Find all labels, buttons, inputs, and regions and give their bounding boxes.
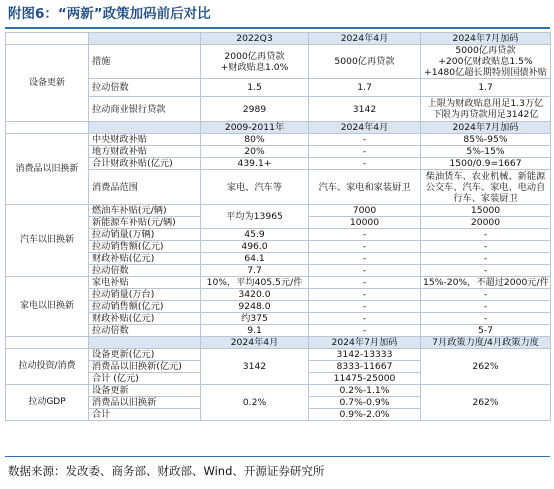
row-label: 拉动销量(万辆) <box>89 229 201 241</box>
cell: 0.9%-2.0% <box>309 409 421 421</box>
cell: - <box>421 229 551 241</box>
cell: 9.1 <box>201 325 309 337</box>
cell: 5%-15% <box>421 146 551 158</box>
cell: 家电、汽车等 <box>201 170 309 205</box>
cell: 15%-20%，不超过2000元/件 <box>421 277 551 289</box>
cell: 8333-11667 <box>309 361 421 373</box>
section-auto: 汽车以旧换新 <box>6 205 89 277</box>
header-cell: 2024年4月 <box>201 337 309 349</box>
cell: 20% <box>201 146 309 158</box>
row-label: 拉动倍数 <box>89 79 201 97</box>
cell: - <box>421 253 551 265</box>
section-investment: 拉动投资/消费 <box>6 349 89 385</box>
cell: 15000 <box>421 205 551 217</box>
cell: 5-7 <box>421 325 551 337</box>
cell: 1500/0.9=1667 <box>421 158 551 170</box>
section-equipment: 设备更新 <box>6 45 89 122</box>
cell: 2000亿再贷款 +财政贴息1.0% <box>201 45 309 79</box>
cell: 439.1+ <box>201 158 309 170</box>
cell: - <box>309 325 421 337</box>
cell: 85%-95% <box>421 134 551 146</box>
row-label: 拉动倍数 <box>89 265 201 277</box>
cell: 10%，平均405.5元/件 <box>201 277 309 289</box>
row-label: 消费品以旧换新 <box>89 397 201 409</box>
cell: 5000亿再贷款 <box>309 45 421 79</box>
cell: 64.1 <box>201 253 309 265</box>
table-row <box>6 134 551 146</box>
header-cell: 2024年4月 <box>309 122 421 134</box>
header-cell: 2024年7月加码 <box>421 33 551 45</box>
header-cell: 2024年7月加码 <box>421 122 551 134</box>
cell: 3142 <box>201 349 309 385</box>
cell: - <box>309 134 421 146</box>
row-label: 拉动销售额(亿元) <box>89 241 201 253</box>
table-row <box>6 45 551 79</box>
row-label: 消费品范围 <box>89 170 201 205</box>
row-label: 拉动销量(万台) <box>89 289 201 301</box>
row-label: 消费品以旧换新(亿元) <box>89 361 201 373</box>
cell: - <box>309 301 421 313</box>
row-label: 设备更新(亿元) <box>89 349 201 361</box>
cell: 3142-13333 <box>309 349 421 361</box>
cell: 约375 <box>201 313 309 325</box>
header-cell: 2024年7月加码 <box>309 337 421 349</box>
cell: 0.2% <box>201 385 309 421</box>
cell: - <box>421 313 551 325</box>
cell: - <box>421 265 551 277</box>
cell: - <box>309 158 421 170</box>
section-gdp: 拉动GDP <box>6 385 89 421</box>
cell: 3142 <box>309 97 421 122</box>
row-label: 合计财政补贴(亿元) <box>89 158 201 170</box>
source-note: 数据来源：发改委、商务部、财政部、Wind、开源证券研究所 <box>8 464 325 478</box>
table-row <box>6 385 551 397</box>
section-appliance: 家电以旧换新 <box>6 277 89 337</box>
section-consumer: 消费品以旧换新 <box>6 134 89 205</box>
row-label: 合计 (亿元) <box>89 373 201 385</box>
bottom-rule <box>5 456 550 457</box>
row-label: 家电补贴 <box>89 277 201 289</box>
row-label: 拉动倍数 <box>89 325 201 337</box>
table-row <box>6 349 551 361</box>
cell: - <box>421 301 551 313</box>
consumer-header-row <box>6 122 551 134</box>
cell: - <box>309 241 421 253</box>
cell: 3420.0 <box>201 289 309 301</box>
cell: - <box>309 265 421 277</box>
cell: 柴油货车、农业机械、新能源 公交车、汽车、家电、电动自 行车、家装厨卫 <box>421 170 551 205</box>
row-label: 中央财政补贴 <box>89 134 201 146</box>
cell: 7000 <box>309 205 421 217</box>
header-cell: 7月政策力度/4月政策力度 <box>421 337 551 349</box>
cell: 20000 <box>421 217 551 229</box>
row-label: 措施 <box>89 45 201 79</box>
cell: - <box>309 289 421 301</box>
cell: - <box>309 313 421 325</box>
cell: - <box>309 277 421 289</box>
cell: 7.7 <box>201 265 309 277</box>
row-label: 拉动商业银行贷款 <box>89 97 201 122</box>
cell: 80% <box>201 134 309 146</box>
header-cell: 2024年4月 <box>309 33 421 45</box>
figure-title: 附图6：“两新”政策加码前后对比 <box>8 6 211 22</box>
header-cell: 2009-2011年 <box>201 122 309 134</box>
row-label: 设备更新 <box>89 385 201 397</box>
table-row <box>6 205 551 217</box>
cell: 10000 <box>309 217 421 229</box>
row-label: 合计 <box>89 409 201 421</box>
equipment-header-row <box>6 33 551 45</box>
cell: 汽车、家电和家装厨卫 <box>309 170 421 205</box>
cell: 45.9 <box>201 229 309 241</box>
cell: 262% <box>421 385 551 421</box>
top-rule <box>5 27 550 29</box>
cell: 11475-25000 <box>309 373 421 385</box>
cell: 496.0 <box>201 241 309 253</box>
cell: - <box>309 146 421 158</box>
cell: - <box>421 289 551 301</box>
cell: - <box>309 229 421 241</box>
cell: - <box>309 253 421 265</box>
row-label: 财政补贴(亿元) <box>89 253 201 265</box>
cell: 上限为财政贴息用足1.3万亿 下限为再贷款用足3142亿 <box>421 97 551 122</box>
table-row <box>6 277 551 289</box>
cell: 2989 <box>201 97 309 122</box>
cell: 5000亿再贷款 +200亿财政贴息1.5% +1480亿超长期特别国债补贴 <box>421 45 551 79</box>
cell: 9248.0 <box>201 301 309 313</box>
header-cell: 2022Q3 <box>201 33 309 45</box>
row-label: 地方财政补贴 <box>89 146 201 158</box>
row-label: 燃油车补贴(元/辆) <box>89 205 201 217</box>
cell: 平均为13965 <box>201 205 309 229</box>
cell: - <box>421 241 551 253</box>
investment-header-row <box>6 337 551 349</box>
row-label: 拉动销售额(亿元) <box>89 301 201 313</box>
cell: 1.7 <box>309 79 421 97</box>
row-label: 新能源车补贴(元/辆) <box>89 217 201 229</box>
comparison-table <box>5 32 551 421</box>
cell: 1.5 <box>201 79 309 97</box>
cell: 0.2%-1.1% <box>309 385 421 397</box>
row-label: 财政补贴(亿元) <box>89 313 201 325</box>
cell: 0.7%-0.9% <box>309 397 421 409</box>
cell: 1.7 <box>421 79 551 97</box>
cell: 262% <box>421 349 551 385</box>
